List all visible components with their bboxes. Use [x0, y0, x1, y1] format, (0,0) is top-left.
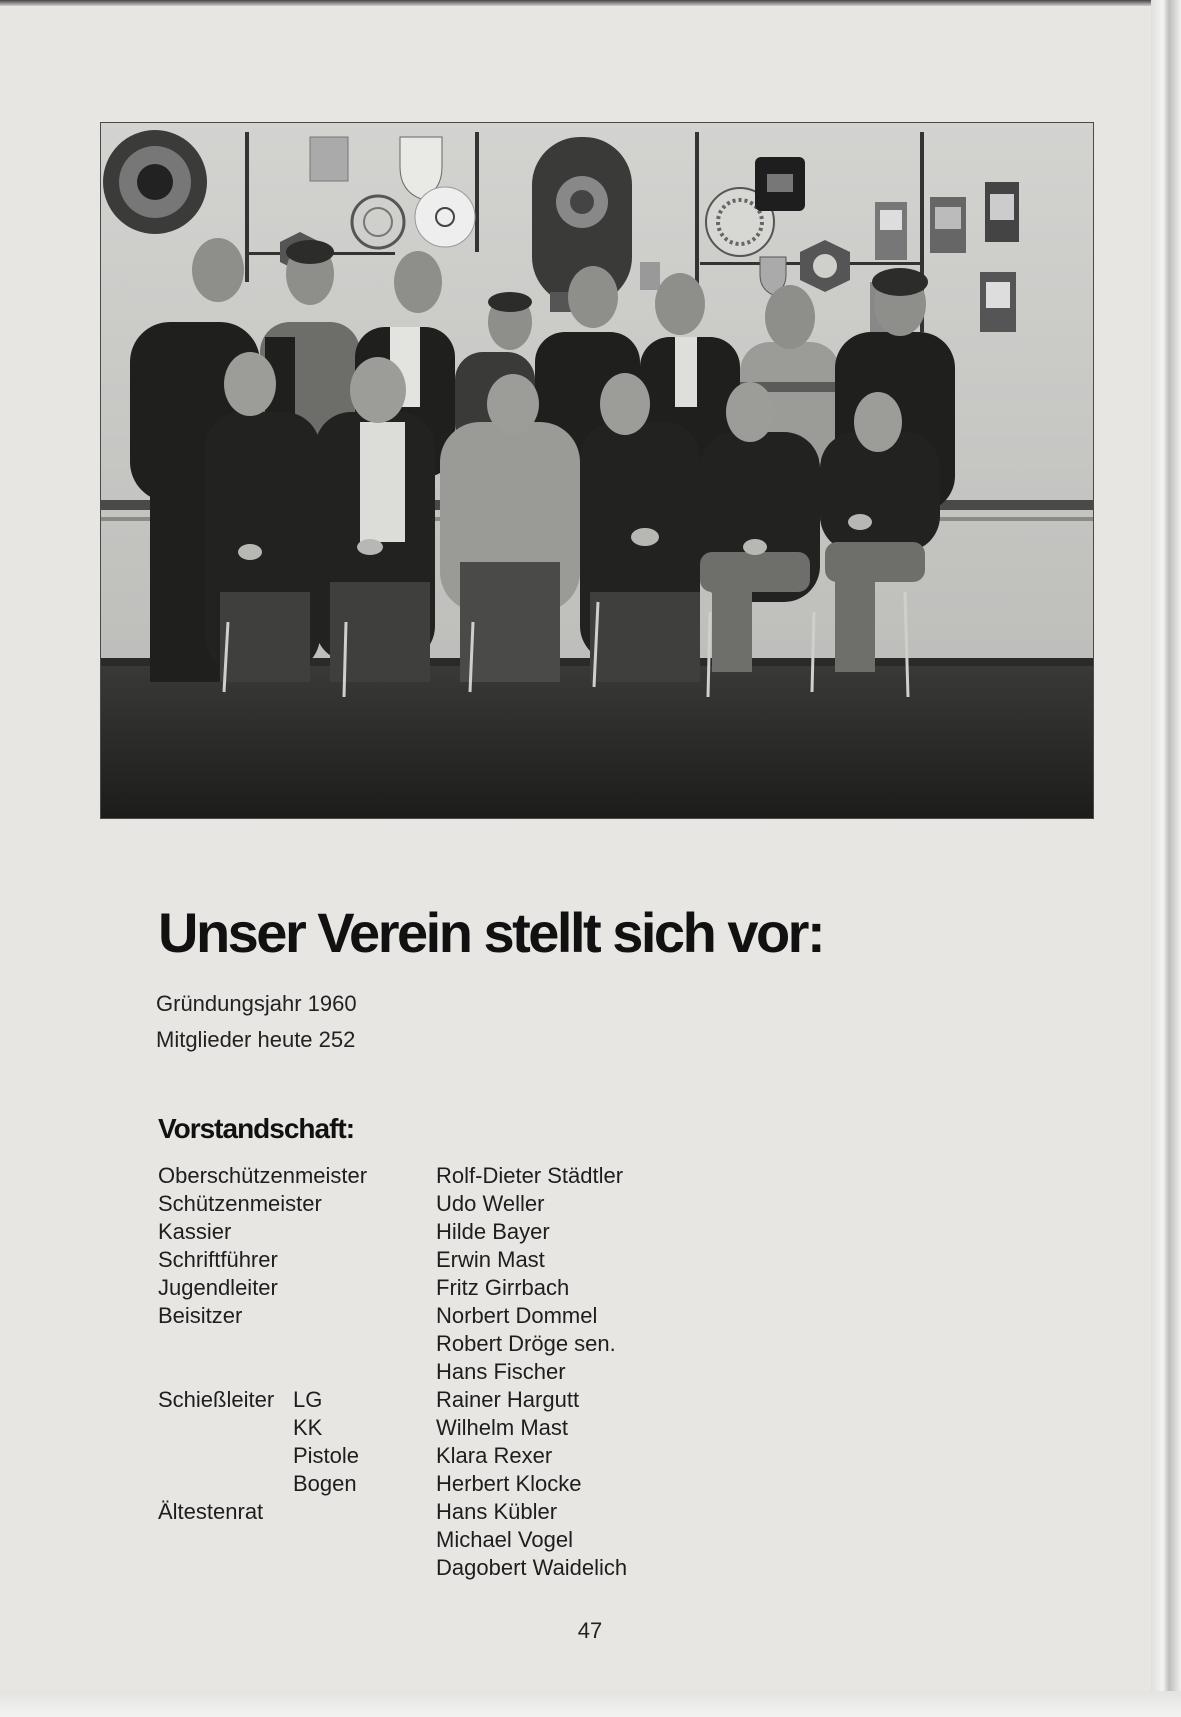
- board-row: [158, 1190, 758, 1218]
- board-role: Ältestenrat: [158, 1499, 264, 1524]
- board-row: [158, 1414, 758, 1442]
- club-facts: [156, 986, 357, 1058]
- board-role: [158, 1330, 436, 1358]
- board-member: Hans Fischer: [436, 1359, 566, 1384]
- board-role: Oberschützenmeister: [158, 1163, 368, 1188]
- board-member: Rolf-Dieter Städtler: [436, 1163, 624, 1188]
- board-row: [158, 1274, 758, 1302]
- board-role: Beisitzer: [158, 1303, 243, 1328]
- board-subrole: Bogen: [293, 1471, 357, 1496]
- page-edge-bottom: [0, 1691, 1181, 1717]
- board-member: Herbert Klocke: [436, 1471, 582, 1496]
- board-subrole: LG: [293, 1387, 323, 1412]
- board-member: Hans Kübler: [436, 1499, 558, 1524]
- board-member: Hilde Bayer: [436, 1219, 550, 1244]
- board-role: [158, 1358, 436, 1386]
- founding-year: Gründungsjahr 1960: [156, 991, 357, 1016]
- board-row: [158, 1442, 758, 1470]
- board-row: [158, 1470, 758, 1498]
- board-title: Vorstandschaft:: [158, 1113, 355, 1144]
- page-edge-right: [1151, 0, 1181, 1717]
- member-count: Mitglieder heute 252: [156, 1027, 356, 1052]
- board-member: Klara Rexer: [436, 1443, 553, 1468]
- board-row: [158, 1554, 758, 1582]
- board-member: Fritz Girrbach: [436, 1275, 570, 1300]
- board-subrole: Pistole: [293, 1443, 360, 1468]
- page-edge-top: [0, 0, 1181, 6]
- board-subrole: KK: [293, 1415, 323, 1440]
- group-photo: [100, 122, 1094, 819]
- board-member: Udo Weller: [436, 1191, 545, 1216]
- board-member: Robert Dröge sen.: [436, 1331, 616, 1356]
- board-member: Dagobert Waidelich: [436, 1555, 628, 1580]
- board-row: [158, 1302, 758, 1330]
- board-row: [158, 1218, 758, 1246]
- board-role: [158, 1526, 436, 1554]
- board-row: [158, 1246, 758, 1274]
- board-role: Jugendleiter: [158, 1275, 278, 1300]
- board-member: Wilhelm Mast: [436, 1415, 569, 1440]
- board-role: [158, 1470, 293, 1498]
- board-member: Rainer Hargutt: [436, 1387, 580, 1412]
- board-row: [158, 1526, 758, 1554]
- board-role: [158, 1442, 293, 1470]
- board-row: [158, 1386, 758, 1414]
- board-row: [158, 1330, 758, 1358]
- page-number: 47: [577, 1618, 603, 1643]
- board-role: [158, 1554, 436, 1582]
- board-row: [158, 1498, 758, 1526]
- headline: Unser Verein stellt sich vor:: [158, 901, 824, 964]
- board-member: Michael Vogel: [436, 1527, 573, 1552]
- board-row: [158, 1162, 758, 1190]
- board-member: Norbert Dommel: [436, 1303, 598, 1328]
- board-list: [158, 1162, 758, 1582]
- board-role: Schießleiter: [158, 1387, 275, 1412]
- board-role: Schützenmeister: [158, 1191, 322, 1216]
- board-role: Schriftführer: [158, 1247, 278, 1272]
- board-member: Erwin Mast: [436, 1247, 545, 1272]
- board-role: Kassier: [158, 1219, 232, 1244]
- board-role: [158, 1414, 293, 1442]
- board-row: [158, 1358, 758, 1386]
